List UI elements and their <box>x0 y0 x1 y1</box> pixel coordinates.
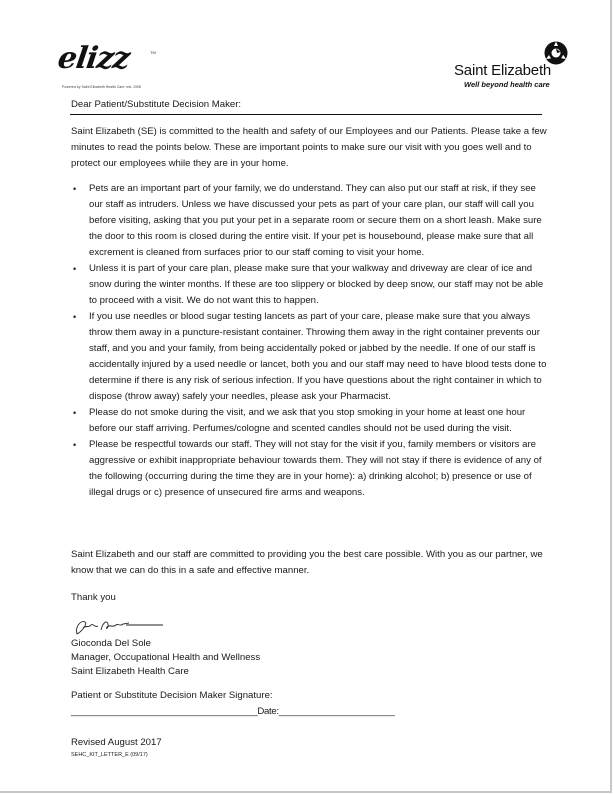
intro-paragraph: Saint Elizabeth (SE) is committed to the health and safety of our Employees and our Patients. Please take a few minutes to read the points below. These are important points to make sure our visit with you goes well and to protect our employees while they are in your home. <box>71 126 547 169</box>
signature-date-line[interactable]: _____________________________________Date:_______________________ <box>71 706 395 717</box>
revision-date: Revised August 2017 <box>71 737 162 748</box>
bullet-icon: • <box>73 440 77 450</box>
saint-elizabeth-tagline: Well beyond health care <box>464 80 550 89</box>
list-item-text: Please do not smoke during the visit, and we ask that you stop smoking in your home at least one hour before our staff arriving. Perfumes/cologne and scented candles should not be used during the visit. <box>89 407 526 434</box>
elizz-trademark: TM <box>150 50 156 55</box>
saint-elizabeth-logo <box>452 40 582 92</box>
signer-organization: Saint Elizabeth Health Care <box>71 666 189 677</box>
patient-signature-label: Patient or Substitute Decision Maker Signature: <box>71 690 273 701</box>
list-item-text: Please be respectful towards our staff. They will not stay for the visit if you, family members or visitors are aggressive or exhibit inappropriate behaviour towards them. They will not stay if there is evidence of any of the following (occurring during the time they are in your home): a) drinking alcohol; b) presence or use of illegal drugs or c) presence of unsecured fire arms and weapons. <box>89 439 542 498</box>
list-item-respect <box>71 437 549 501</box>
salutation: Dear Patient/Substitute Decision Maker: <box>71 99 242 110</box>
bullet-icon: • <box>73 184 77 194</box>
list-item-text: Unless it is part of your care plan, please make sure that your walkway and driveway are clear of ice and snow during the winter months. If these are too slippery or blocked by deep snow, our staff may not be able to proceed with a visit. We do not want this to happen. <box>89 263 544 306</box>
list-item-text: Pets are an important part of your family, we do understand. They can also put our staff at risk, if they see our staff as intruders. Unless we have discussed your pets as part of your care plan, our staff will call you before visiting, asking that you put your pet in a separate room or secure them on a short leash. Make sure the door to this room is closed during the entire visit. If your pet is housebound, please make sure that all excrement is cleaned from surfaces prior to our staff coming to visit your home. <box>89 183 542 258</box>
saint-elizabeth-name: Saint Elizabeth <box>454 62 552 79</box>
safety-points-list <box>71 181 549 501</box>
signer-name: Gioconda Del Sole <box>71 638 151 649</box>
bullet-icon: • <box>73 264 77 274</box>
handwritten-signature <box>71 616 166 638</box>
form-code: SEHC_KIT_LETTER_E (09/17) <box>71 752 148 758</box>
signer-block <box>71 637 260 679</box>
list-item-pets <box>71 181 549 261</box>
header-divider <box>70 114 542 115</box>
bullet-icon: • <box>73 408 77 418</box>
elizz-tagline: Powered by Saint Elizabeth Health Care, est. 1908 <box>62 85 141 89</box>
list-item-text: If you use needles or blood sugar testing lancets as part of your care, please make sure that you always throw them away in a puncture-resistant container. Throwing them away in the right container prevents our staff, and you and your family, from being accidentally poked or jabbed by the needle. If one of our staff is accidentally injured by a used needle or lancet, both you and our staff may need to have blood tests done to determine if there is any risk of serious infection. If you have questions about the right container in which to dispose (throw away) safely your needles, please ask your Pharmacist. <box>89 311 547 402</box>
list-item-needles <box>71 309 549 405</box>
list-item-smoking <box>71 405 549 437</box>
elizz-wordmark: elizz <box>55 41 132 76</box>
elizz-logo <box>55 41 168 94</box>
bullet-icon: • <box>73 312 77 322</box>
list-item-walkway <box>71 261 549 309</box>
closing-paragraph: Saint Elizabeth and our staff are committed to providing you the best care possible. With you as our partner, we know that we can do this in a safe and effective manner. <box>71 549 543 576</box>
signer-title: Manager, Occupational Health and Wellness <box>71 652 261 663</box>
thank-you: Thank you <box>71 592 116 603</box>
